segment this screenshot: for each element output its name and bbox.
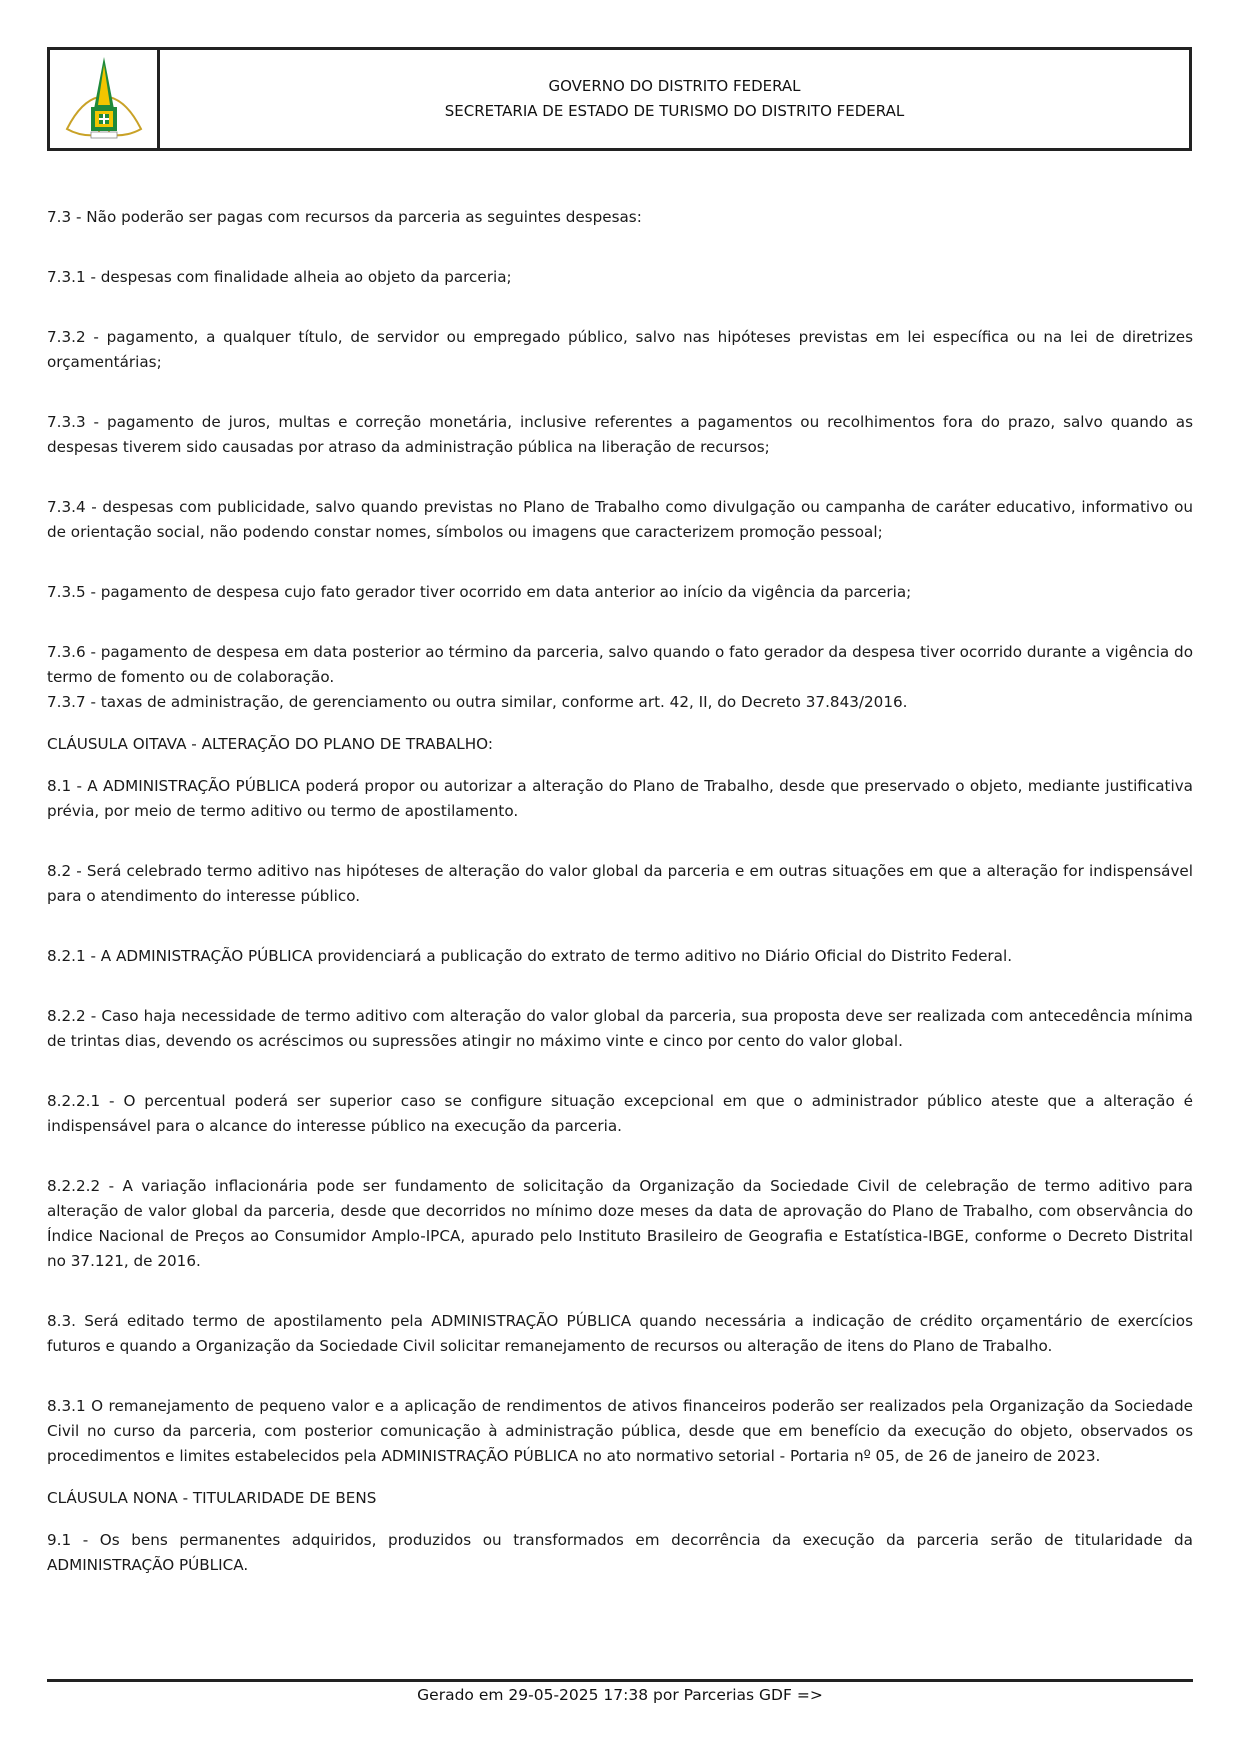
paragraph-7-3-3: 7.3.3 - pagamento de juros, multas e correção monetária, inclusive referentes a pagamentos ou recolhimentos fora do prazo, salvo quando as despesas tiverem sido causadas por atraso da administração pública na liberação de recursos;	[47, 413, 1193, 456]
paragraph-8-2-2-1: 8.2.2.1 - O percentual poderá ser superior caso se configure situação excepcional em que o administrador público ateste que a alteração é indispensável para o alcance do interesse público na execução da parceria.	[47, 1092, 1193, 1135]
paragraph-7-3-6: 7.3.6 - pagamento de despesa em data posterior ao término da parceria, salvo quando o fato gerador da despesa tiver ocorrido durante a vigência do termo de fomento ou de colaboração.	[47, 643, 1193, 686]
paragraph-7-3-4: 7.3.4 - despesas com publicidade, salvo quando previstas no Plano de Trabalho como divulgação ou campanha de caráter educativo, informativo ou de orientação social, não podendo constar nomes, símbolos ou imagens que caracterizem promoção pessoal;	[47, 498, 1193, 541]
paragraph-8-2: 8.2 - Será celebrado termo aditivo nas hipóteses de alteração do valor global da parceria e em outras situações em que a alteração for indispensável para o atendimento do interesse público.	[47, 862, 1193, 905]
paragraph-8-1: 8.1 - A ADMINISTRAÇÃO PÚBLICA poderá propor ou autorizar a alteração do Plano de Trabalho, desde que preservado o objeto, mediante justificativa prévia, por meio de termo aditivo ou termo de apostilamento.	[47, 777, 1193, 820]
paragraph-8-3-1: 8.3.1 O remanejamento de pequeno valor e a aplicação de rendimentos de ativos financeiros poderão ser realizados pela Organização da Sociedade Civil no curso da parceria, com posterior comunicação à administração pública, desde que em benefício da execução do objeto, observados os procedimentos e limites estabelecidos pela ADMINISTRAÇÃO PÚBLICA no ato normativo setorial - Portaria nº 05, de 26 de janeiro de 2023.	[47, 1397, 1193, 1465]
header-government-line: GOVERNO DO DISTRITO FEDERAL	[548, 77, 801, 95]
header-titles	[160, 50, 1189, 148]
header-secretariat-line: SECRETARIA DE ESTADO DE TURISMO DO DISTRITO FEDERAL	[444, 102, 905, 120]
paragraph-7-3-5: 7.3.5 - pagamento de despesa cujo fato gerador tiver ocorrido em data anterior ao início da vigência da parceria;	[47, 583, 912, 601]
paragraph-7-3: 7.3 - Não poderão ser pagas com recursos da parceria as seguintes despesas:	[47, 208, 642, 226]
footer-divider	[47, 1679, 1193, 1682]
document-header	[47, 47, 1192, 151]
footer-generated-note: Gerado em 29-05-2025 17:38 por Parcerias GDF =>	[417, 1686, 823, 1704]
paragraph-9-1: 9.1 - Os bens permanentes adquiridos, produzidos ou transformados em decorrência da execução da parceria serão de titularidade da ADMINISTRAÇÃO PÚBLICA.	[47, 1531, 1193, 1574]
paragraph-8-2-2: 8.2.2 - Caso haja necessidade de termo aditivo com alteração do valor global da parceria, sua proposta deve ser realizada com antecedência mínima de trintas dias, devendo os acréscimos ou supressões atingir no máximo vinte e cinco por cento do valor global.	[47, 1007, 1193, 1050]
gdf-coat-of-arms-logo	[61, 51, 147, 147]
paragraph-8-2-2-2: 8.2.2.2 - A variação inflacionária pode ser fundamento de solicitação da Organização da Sociedade Civil de celebração de termo aditivo para alteração de valor global da parceria, desde que decorridos no mínimo doze meses da data de aprovação do Plano de Trabalho, com observância do Índice Nacional de Preços ao Consumidor Amplo-IPCA, apurado pelo Instituto Brasileiro de Geografia e Estatística-IBGE, conforme o Decreto Distrital no 37.121, de 2016.	[47, 1177, 1193, 1270]
logo-cell	[50, 50, 160, 148]
paragraph-8-2-1: 8.2.1 - A ADMINISTRAÇÃO PÚBLICA providenciará a publicação do extrato de termo aditivo no Diário Oficial do Distrito Federal.	[47, 947, 1013, 965]
paragraph-7-3-1: 7.3.1 - despesas com finalidade alheia ao objeto da parceria;	[47, 268, 512, 286]
clause-eight-heading: CLÁUSULA OITAVA - ALTERAÇÃO DO PLANO DE TRABALHO:	[47, 735, 493, 753]
clause-nine-heading: CLÁUSULA NONA - TITULARIDADE DE BENS	[47, 1489, 377, 1507]
paragraph-7-3-7: 7.3.7 - taxas de administração, de gerenciamento ou outra similar, conforme art. 42, II, do Decreto 37.843/2016.	[47, 693, 908, 711]
document-body	[47, 205, 1193, 1578]
paragraph-8-3: 8.3. Será editado termo de apostilamento pela ADMINISTRAÇÃO PÚBLICA quando necessária a indicação de crédito orçamentário de exercícios futuros e quando a Organização da Sociedade Civil solicitar remanejamento de recursos ou alteração de itens do Plano de Trabalho.	[47, 1312, 1193, 1355]
paragraph-7-3-2: 7.3.2 - pagamento, a qualquer título, de servidor ou empregado público, salvo nas hipóteses previstas em lei específica ou na lei de diretrizes orçamentárias;	[47, 328, 1193, 371]
